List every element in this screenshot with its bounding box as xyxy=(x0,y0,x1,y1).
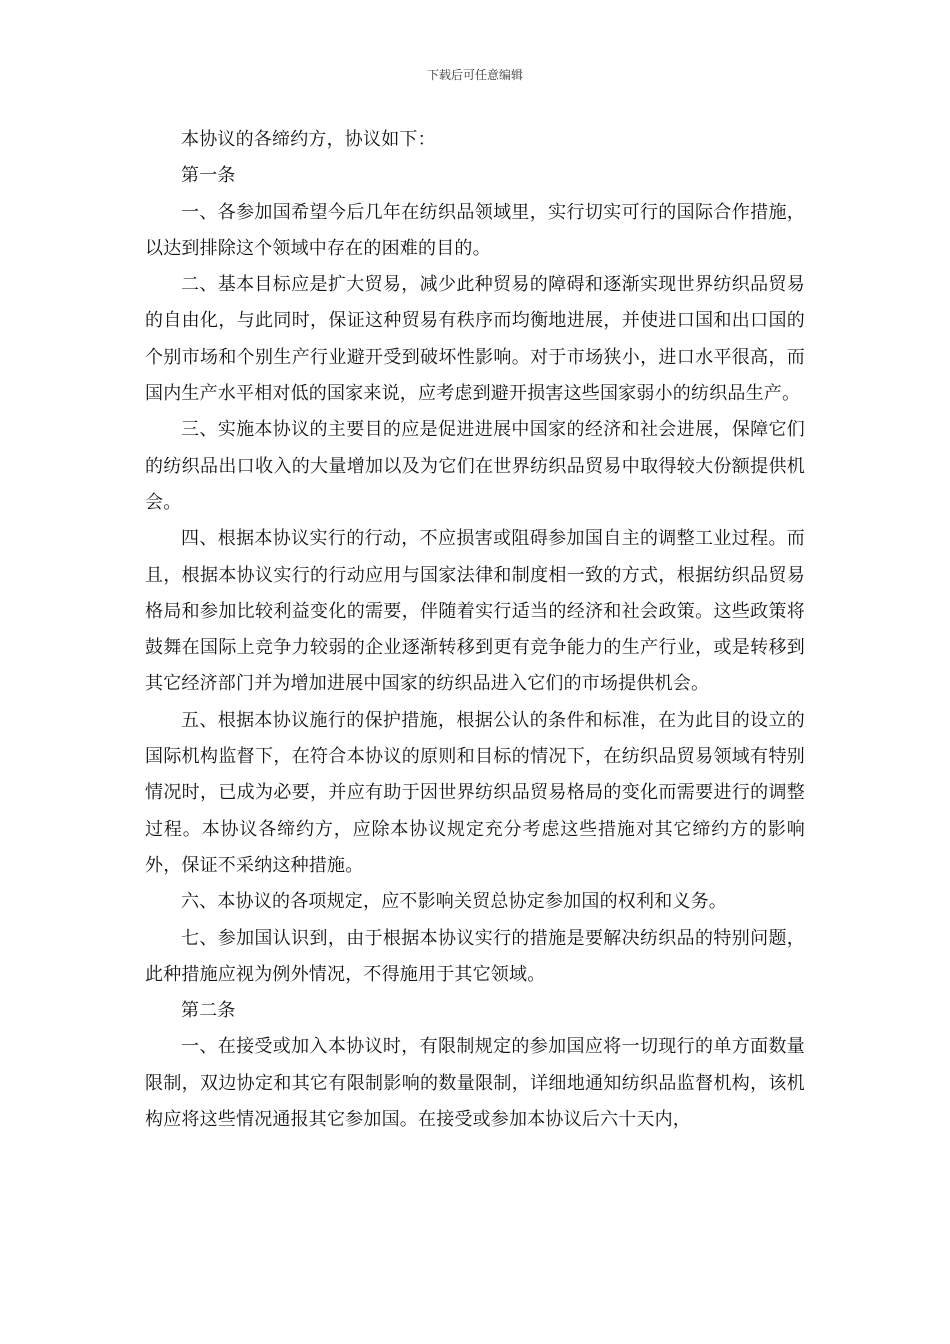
paragraph: 四、根据本协议实行的行动，不应损害或阻碍参加国自主的调整工业过程。而且，根据本协议实行的行动应用与国家法律和制度相一致的方式，根据纺织品贸易格局和参加比较利益变化的需要，伴随着实行适当的经济和社会政策。这些政策将鼓舞在国际上竞争力较弱的企业逐渐转移到更有竞争能力的生产行业，或是转移到其它经济部门并为增加进展中国家的纺织品进入它们的市场提供机会。 xyxy=(145,528,805,695)
article-heading-1: 第一条 xyxy=(181,165,236,187)
paragraph: 六、本协议的各项规定，应不影响关贸总协定参加国的权利和义务。 xyxy=(181,891,727,913)
paragraph: 三、实施本协议的主要目的应是促进进展中国家的经济和社会进展，保障它们的纺织品出口收入的大量增加以及为它们在世界纺织品贸易中取得较大份额提供机会。 xyxy=(145,419,805,513)
paragraph: 五、根据本协议施行的保护措施，根据公认的条件和标准，在为此目的设立的国际机构监督下，在符合本协议的原则和目标的情况下，在纺织品贸易领域有特别情况时，已成为必要，并应有助于因世界纺织品贸易格局的变化而需要进行的调整过程。本协议各缔约方，应除本协议规定充分考虑这些措施对其它缔约方的影响外，保证不采纳这种措施。 xyxy=(145,709,805,876)
document-body xyxy=(145,122,805,1138)
header-caption: 下载后可任意编辑 xyxy=(426,68,523,82)
intro-paragraph: 本协议的各缔约方，协议如下： xyxy=(181,129,436,150)
paragraph: 二、基本目标应是扩大贸易，减少此种贸易的障碍和逐渐实现世界纺织品贸易的自由化，与此同时，保证这种贸易有秩序而均衡地进展，并使进口国和出口国的个别市场和个别生产行业避开受到破坏性影响。对于市场狭小，进口水平很高，而国内生产水平相对低的国家来说，应考虑到避开损害这些国家弱小的纺织品生产。 xyxy=(145,274,805,405)
paragraph: 一、各参加国希望今后几年在纺织品领域里，实行切实可行的国际合作措施，以达到排除这个领域中存在的困难的目的。 xyxy=(145,201,805,259)
article-heading-2: 第二条 xyxy=(181,1000,236,1022)
paragraph: 七、参加国认识到，由于根据本协议实行的措施是要解决纺织品的特别问题，此种措施应视为例外情况，不得施用于其它领域。 xyxy=(145,927,805,985)
paragraph: 一、在接受或加入本协议时，有限制规定的参加国应将一切现行的单方面数量限制，双边协定和其它有限制影响的数量限制，详细地通知纺织品监督机构，该机构应将这些情况通报其它参加国。在接受或参加本协议后六十天内， xyxy=(145,1036,805,1131)
